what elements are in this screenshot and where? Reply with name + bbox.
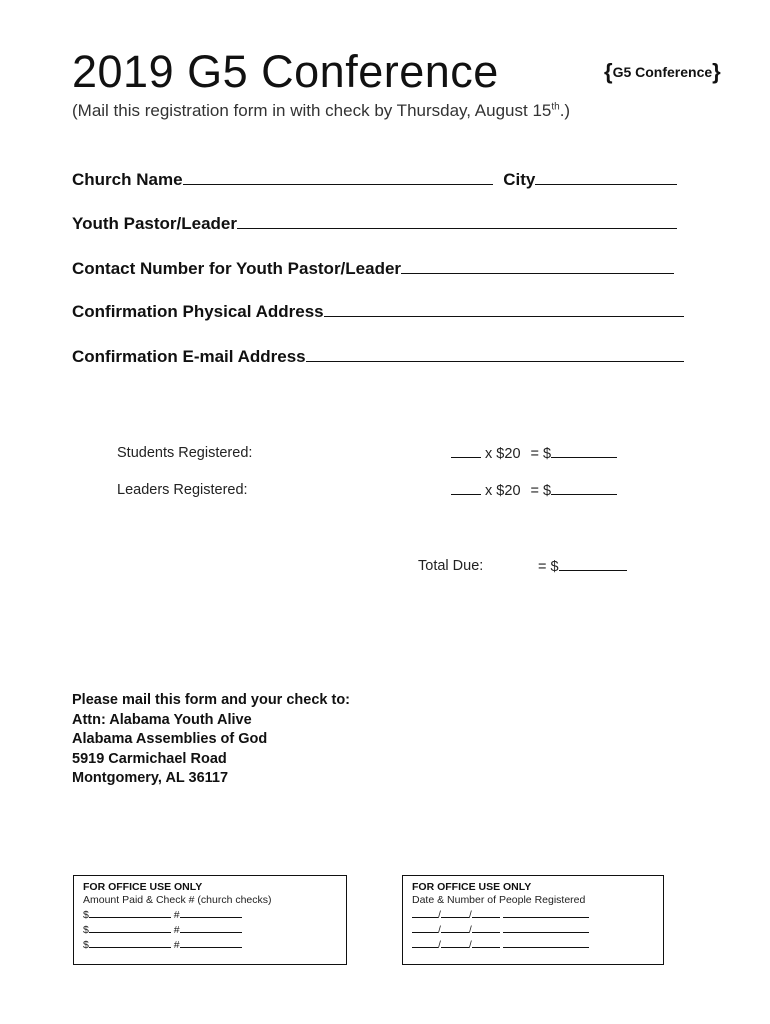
total-due-calc xyxy=(538,558,627,575)
subtitle-sup: th xyxy=(551,101,560,113)
students-label: Students Registered: xyxy=(117,445,253,461)
youth-pastor-label: Youth Pastor/Leader xyxy=(72,214,237,233)
dollar-sign: $ xyxy=(83,924,89,936)
physical-address-label: Confirmation Physical Address xyxy=(72,302,324,321)
total-due-label: Total Due: xyxy=(418,558,484,574)
church-name-label: Church Name xyxy=(72,170,183,189)
people-count-line[interactable] xyxy=(503,907,589,918)
office-box-registration xyxy=(402,875,664,965)
dollar-sign: $ xyxy=(83,909,89,921)
people-count-line[interactable] xyxy=(503,922,589,933)
slash: / xyxy=(438,924,441,936)
students-calc xyxy=(451,445,617,462)
office-box-payment-subheading: Amount Paid & Check # (church checks) xyxy=(83,894,272,906)
mailing-address xyxy=(72,691,432,789)
payment-row xyxy=(83,937,337,952)
email-address-label: Confirmation E-mail Address xyxy=(72,347,306,366)
city-label: City xyxy=(503,170,536,189)
students-equals: = $ xyxy=(530,446,552,462)
office-box-payment xyxy=(73,875,347,965)
leaders-calc xyxy=(451,482,617,499)
year-line[interactable] xyxy=(472,922,500,933)
check-number-line[interactable] xyxy=(180,907,242,918)
contact-number-label: Contact Number for Youth Pastor/Leader xyxy=(72,259,402,278)
office-box-payment-heading: FOR OFFICE USE ONLY xyxy=(83,881,203,893)
physical-address-line[interactable] xyxy=(324,302,684,317)
subtitle-main: (Mail this registration form in with check by Thursday, August 15 xyxy=(72,101,552,120)
month-line[interactable] xyxy=(412,922,438,933)
slash: / xyxy=(468,909,472,921)
month-line[interactable] xyxy=(412,937,438,948)
physical-address-row xyxy=(72,302,684,322)
contact-number-line[interactable] xyxy=(401,259,674,274)
total-amount-line[interactable] xyxy=(559,558,627,571)
youth-pastor-line[interactable] xyxy=(237,214,677,229)
total-equals: = $ xyxy=(538,559,559,575)
email-address-row xyxy=(72,347,684,367)
leaders-count-line[interactable] xyxy=(451,482,481,495)
leaders-equals: = $ xyxy=(530,483,552,499)
students-amount-line[interactable] xyxy=(551,445,617,458)
registration-row xyxy=(412,937,654,952)
contact-number-row xyxy=(72,259,674,279)
leaders-amount-line[interactable] xyxy=(551,482,617,495)
registration-row xyxy=(412,922,654,937)
tag-open-brace: { xyxy=(604,59,613,84)
slash: / xyxy=(438,909,441,921)
check-number-line[interactable] xyxy=(180,937,242,948)
conference-tag xyxy=(604,57,721,83)
month-line[interactable] xyxy=(412,907,438,918)
city-line[interactable] xyxy=(535,170,677,185)
students-multiplier: x $20 xyxy=(485,446,521,462)
amount-line[interactable] xyxy=(89,922,171,933)
hash-sign: # xyxy=(173,939,180,951)
students-count-line[interactable] xyxy=(451,445,481,458)
mailing-line-3: Alabama Assemblies of God xyxy=(72,731,268,747)
dollar-sign: $ xyxy=(83,939,89,951)
hash-sign: # xyxy=(173,924,180,936)
day-line[interactable] xyxy=(441,922,469,933)
year-line[interactable] xyxy=(472,907,500,918)
people-count-line[interactable] xyxy=(503,937,589,948)
leaders-multiplier: x $20 xyxy=(485,483,521,499)
year-line[interactable] xyxy=(472,937,500,948)
payment-row xyxy=(83,922,337,937)
tag-text: G5 Conference xyxy=(612,64,713,80)
church-name-row xyxy=(72,170,677,190)
amount-line[interactable] xyxy=(89,937,171,948)
mailing-line-1: Please mail this form and your check to: xyxy=(72,692,350,708)
mailing-line-4: 5919 Carmichael Road xyxy=(72,750,227,767)
slash: / xyxy=(468,939,472,951)
page-title: 2019 G5 Conference xyxy=(72,46,499,97)
slash: / xyxy=(438,939,441,951)
day-line[interactable] xyxy=(441,937,469,948)
payment-row xyxy=(83,907,337,922)
tag-close-brace: } xyxy=(712,59,721,84)
subtitle-end: .) xyxy=(559,101,571,120)
youth-pastor-row xyxy=(72,214,677,234)
leaders-label: Leaders Registered: xyxy=(117,482,248,498)
day-line[interactable] xyxy=(441,907,469,918)
mailing-line-2: Attn: Alabama Youth Alive xyxy=(72,711,252,728)
email-address-line[interactable] xyxy=(306,347,684,362)
amount-line[interactable] xyxy=(89,907,171,918)
registration-row xyxy=(412,907,654,922)
hash-sign: # xyxy=(173,909,180,921)
check-number-line[interactable] xyxy=(180,922,242,933)
mailing-line-5: Montgomery, AL 36117 xyxy=(72,770,229,786)
office-box-registration-heading: FOR OFFICE USE ONLY xyxy=(412,881,532,893)
page-subtitle xyxy=(72,101,570,121)
office-box-registration-subheading: Date & Number of People Registered xyxy=(412,894,586,906)
slash: / xyxy=(468,924,472,936)
church-name-line[interactable] xyxy=(183,170,493,185)
